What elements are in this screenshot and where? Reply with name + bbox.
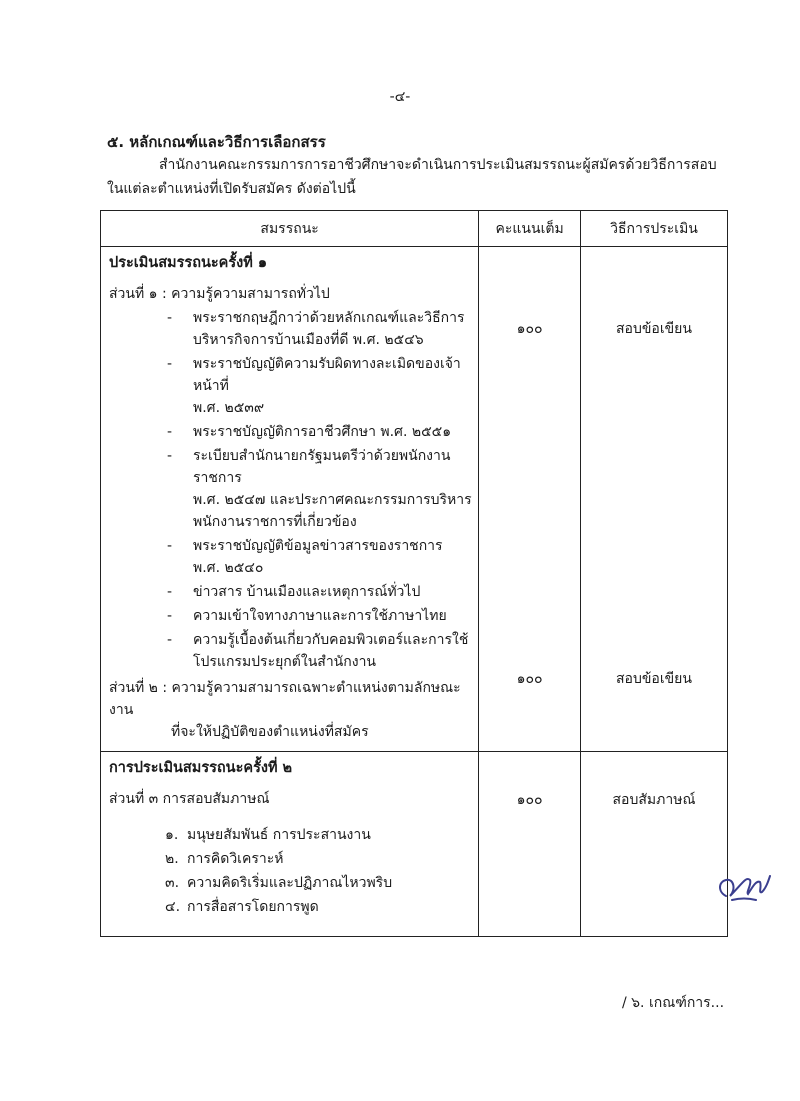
header-method: วิธีการประเมิน xyxy=(580,211,727,247)
part-2-score: ๑๐๐ xyxy=(516,671,543,687)
part-3-label: ส่วนที่ ๓ การสอบสัมภาษณ์ xyxy=(109,791,270,807)
round-2-content xyxy=(101,752,479,937)
part-1-label: ส่วนที่ ๑ : ความรู้ความสามารถทั่วไป xyxy=(109,286,330,302)
part-2-label: ส่วนที่ ๒ : ความรู้ความสามารถเฉพาะตำแหน่งตามลักษณะงาน xyxy=(109,680,461,718)
round-2-title: การประเมินสมรรถนะครั้งที่ ๒ xyxy=(109,760,293,776)
part-1-topic-list xyxy=(109,307,474,673)
part-2-label-cont: ที่จะให้ปฏิบัติของตำแหน่งที่สมัคร xyxy=(171,724,369,740)
list-item: - พระราชบัญญัติความรับผิดทางละเมิดของเจ้าหน้าที่ พ.ศ. ๒๕๓๙ xyxy=(167,356,461,416)
round-1-scores xyxy=(479,247,581,752)
list-item: - พระราชบัญญัติข้อมูลข่าวสารของราชการ พ.ศ. ๒๕๔๐ xyxy=(167,538,443,576)
table-header-row xyxy=(101,211,728,247)
round-1-methods xyxy=(580,247,727,752)
round-2-methods xyxy=(580,752,727,937)
section-heading: ๕. หลักเกณฑ์และวิธีการเลือกสรร xyxy=(107,133,326,151)
list-item: ๑. มนุษยสัมพันธ์ การประสานงาน xyxy=(165,827,371,843)
intro-paragraph xyxy=(107,153,727,201)
continuation-note: / ๖. เกณฑ์การ... xyxy=(622,995,725,1011)
page-number: -๔- xyxy=(389,89,411,105)
list-item: - ข่าวสาร บ้านเมืองและเหตุการณ์ทั่วไป xyxy=(167,584,421,600)
table-row-round-1 xyxy=(101,247,728,752)
round-2-scores xyxy=(479,752,581,937)
handwritten-signature xyxy=(712,862,776,914)
list-item: ๓. ความคิดริเริ่มและปฏิภาณไหวพริบ xyxy=(165,875,393,891)
part-1-score: ๑๐๐ xyxy=(516,321,543,337)
header-full-score: คะแนนเต็ม xyxy=(479,211,581,247)
part-1-method: สอบข้อเขียน xyxy=(616,321,692,337)
part-3-method: สอบสัมภาษณ์ xyxy=(612,792,696,808)
part-3-score: ๑๐๐ xyxy=(516,792,543,808)
list-item: ๒. การคิดวิเคราะห์ xyxy=(165,851,284,867)
list-item: - ระเบียบสำนักนายกรัฐมนตรีว่าด้วยพนักงานราชการ พ.ศ. ๒๕๔๗ และประกาศคณะกรรมการบริหาร พนักงานราชการที่เกี่ยวข้อง xyxy=(167,448,472,530)
intro-line-2: ในแต่ละตำแหน่งที่เปิดรับสมัคร ดังต่อไปนี้ xyxy=(107,181,356,197)
list-item: ๔. การสื่อสารโดยการพูด xyxy=(165,899,319,915)
header-competency: สมรรถนะ xyxy=(101,211,479,247)
list-item: - ความรู้เบื้องต้นเกี่ยวกับคอมพิวเตอร์และการใช้ โปรแกรมประยุกต์ในสำนักงาน xyxy=(167,632,469,670)
round-1-title: ประเมินสมรรถนะครั้งที่ ๑ xyxy=(109,255,268,271)
round-1-content xyxy=(101,247,479,752)
list-item: - พระราชกฤษฎีกาว่าด้วยหลักเกณฑ์และวิธีการ บริหารกิจการบ้านเมืองที่ดี พ.ศ. ๒๕๔๖ xyxy=(167,310,465,348)
table-row-round-2 xyxy=(101,752,728,937)
part-2-method: สอบข้อเขียน xyxy=(616,671,692,687)
competency-table xyxy=(100,210,728,937)
intro-line-1: สำนักงานคณะกรรมการการอาชีวศึกษาจะดำเนินการประเมินสมรรถนะผู้สมัครด้วยวิธีการสอบ xyxy=(159,157,717,173)
list-item: - พระราชบัญญัติการอาชีวศึกษา พ.ศ. ๒๕๕๑ xyxy=(167,424,452,440)
part-3-topic-list xyxy=(109,824,474,918)
list-item: - ความเข้าใจทางภาษาและการใช้ภาษาไทย xyxy=(167,608,447,624)
